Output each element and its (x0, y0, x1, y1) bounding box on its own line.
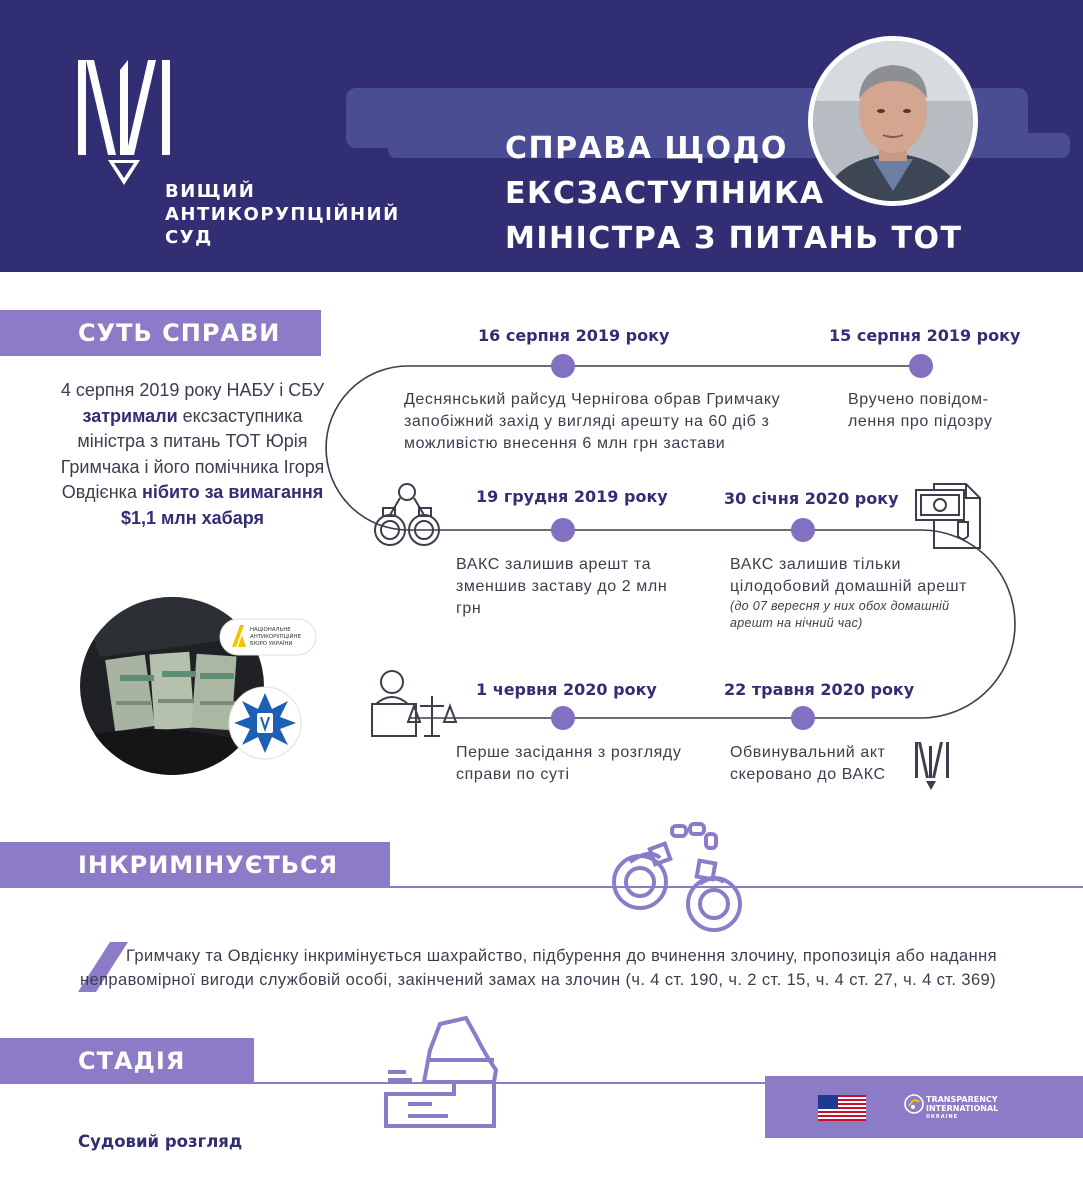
timeline-text: Деснянський райсуд Чернігова обрав Гримчаку запобіжний захід у вигляді арешту на 60 діб з можливістю внесення 6 млн грн застави (404, 391, 781, 452)
timeline-date: 1 червня 2020 року (476, 680, 657, 699)
ti-name-line: INTERNATIONAL (926, 1103, 999, 1113)
timeline-text: Перше засідання з розгляду справи по суті (456, 744, 682, 783)
timeline-date: 16 серпня 2019 року (478, 326, 670, 345)
judge-icon (372, 671, 456, 736)
timeline-text: Вручено повідом-лення про підозру (848, 391, 993, 430)
summary-heading: СУТЬ СПРАВИ (78, 319, 281, 347)
handcuffs-icon (375, 484, 439, 545)
nabu-badge-line: АНТИКОРУПЦІЙНЕ (250, 634, 301, 640)
shoe-step-icon (386, 1018, 496, 1126)
court-trident-logo (78, 60, 178, 185)
timeline-text: ВАКС залишив арешт та зменшив заставу до 2 млн грн (456, 556, 668, 617)
charges-heading: ІНКРИМІНУЄТЬСЯ (78, 851, 339, 879)
court-name-line: СУД (165, 227, 213, 248)
ti-globe-icon (904, 1094, 924, 1114)
court-name (165, 180, 400, 249)
timeline-note: (до 07 вересня у них обох домашній арешт на нічний час) (730, 599, 950, 630)
us-flag-icon (818, 1095, 866, 1121)
ti-name-line: UKRAINE (926, 1114, 959, 1120)
summary-text-part: ексзаступника міністра з питань ТОТ Юрія Гримчака і його помічника Ігоря Овдієнка (60, 405, 325, 502)
big-handcuffs-icon (614, 824, 740, 930)
timeline-dot (791, 518, 815, 542)
summary-text-bold: нібито за вимагання $1,1 млн хабаря (120, 482, 324, 528)
nabu-logo-icon (220, 619, 316, 655)
case-title-line: СПРАВА ЩОДО (505, 131, 788, 166)
stage-band (0, 1038, 254, 1084)
timeline-text-main: ВАКС залишив тільки цілодобовий домашній арешт (730, 556, 968, 595)
timeline-dot (551, 354, 575, 378)
stage-value: Судовий розгляд (78, 1132, 243, 1151)
nabu-badge-line: НАЦІОНАЛЬНЕ (250, 627, 291, 633)
court-name-line: АНТИКОРУПЦІЙНИЙ (165, 204, 400, 225)
stage-heading: СТАДІЯ (78, 1047, 186, 1075)
timeline-date: 19 грудня 2019 року (476, 487, 668, 506)
summary-text-part: 4 серпня 2019 року НАБУ і СБУ (60, 380, 325, 400)
ti-name-line: TRANSPARENCY (926, 1095, 998, 1104)
summary-text (60, 378, 325, 531)
timeline-date: 15 серпня 2019 року (829, 326, 1021, 345)
timeline-dot (551, 518, 575, 542)
ti-name (926, 1096, 998, 1122)
small-trident-icon (915, 742, 949, 790)
evidence-photo (80, 597, 320, 775)
sbu-emblem-icon (229, 687, 301, 759)
summary-band (0, 310, 321, 356)
footer-band (765, 1076, 1083, 1138)
timeline-date: 30 січня 2020 року (724, 489, 899, 508)
summary-text-bold: затримали (82, 405, 178, 426)
charges-band (0, 842, 390, 888)
money-document-icon (916, 484, 980, 548)
defendant-portrait (808, 36, 978, 206)
timeline-text: Обвинувальний акт скеровано до ВАКС (730, 744, 886, 783)
case-title-line: МІНІСТРА З ПИТАНЬ ТОТ (505, 221, 963, 256)
nabu-badge-line: БЮРО УКРАЇНИ (250, 641, 293, 647)
timeline-dot (791, 706, 815, 730)
charges-text: Гримчаку та Овдієнку інкримінується шахрайство, підбурення до вчинення злочину, пропозиція або надання неправомірної вигоди службовій особі, закінчений замах на злочин (ч. 4 ст. 190, ч. 2 ст. 15, ч. 4 ст. 27, ч. 4 ст. 369) (80, 947, 997, 989)
charges-band-line (390, 886, 1083, 888)
court-name-line: ВИЩИЙ (165, 181, 256, 202)
timeline-text (730, 554, 980, 632)
timeline-date: 22 травня 2020 року (724, 680, 915, 699)
case-title-line: ЕКСЗАСТУПНИКА (505, 176, 825, 211)
timeline-dot (909, 354, 933, 378)
header (0, 0, 1083, 272)
timeline-dot (551, 706, 575, 730)
